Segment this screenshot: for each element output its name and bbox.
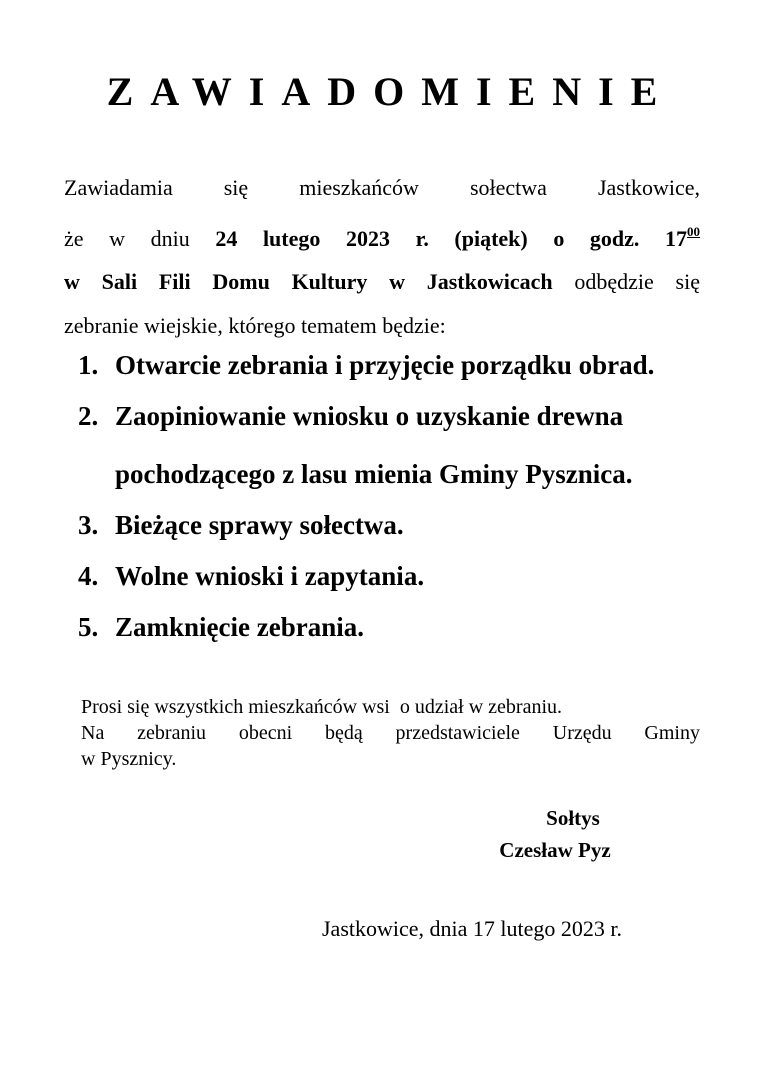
intro-line-1: Zawiadamia się mieszkańców sołectwa Jastkowice, xyxy=(64,175,700,200)
agenda-item xyxy=(78,500,738,551)
closing-line-1: Prosi się wszystkich mieszkańców wsi o udział w zebraniu. xyxy=(81,696,563,718)
meeting-place: w Sali Fili Domu Kultury w Jastkowicach xyxy=(64,269,553,294)
meeting-date-text: 24 lutego 2023 r. (piątek) o godz. 17 xyxy=(215,225,688,251)
document-date: Jastkowice, dnia 17 lutego 2023 r. xyxy=(322,916,623,941)
agenda-item xyxy=(78,391,738,500)
meeting-date xyxy=(215,223,701,251)
intro-line-2 xyxy=(64,210,700,261)
intro-line-3-suffix: odbędzie się xyxy=(574,269,700,294)
agenda-item-number: 4. xyxy=(78,561,99,591)
agenda-item-number: 5. xyxy=(78,612,99,642)
agenda-item-text-block xyxy=(115,391,632,500)
agenda-item xyxy=(78,551,738,602)
intro-paragraph xyxy=(64,166,700,347)
intro-line-4: zebranie wiejskie, którego tematem będzie: xyxy=(64,312,446,338)
agenda-item-text: Zamknięcie zebrania. xyxy=(115,612,364,642)
signature-name: Czesław Pyz xyxy=(499,838,611,862)
closing-paragraph xyxy=(81,694,700,772)
closing-line-2: Na zebraniu obecni będą przedstawiciele Urzędu Gminy xyxy=(81,722,700,744)
agenda-item-number: 3. xyxy=(78,510,99,540)
agenda-item-text: Zaopiniowanie wniosku o uzyskanie drewna xyxy=(115,401,624,431)
agenda-item-number: 1. xyxy=(78,350,99,380)
document-title: ZAWIADOMIENIE xyxy=(106,69,675,114)
agenda-item-text: Wolne wnioski i zapytania. xyxy=(115,561,425,591)
intro-line-3 xyxy=(64,260,700,304)
intro-line-2-prefix: że w dniu xyxy=(64,225,190,251)
agenda-item xyxy=(78,340,738,391)
agenda-item-number: 2. xyxy=(78,401,99,431)
agenda-item-text-continued: pochodzącego z lasu mienia Gminy Pysznica. xyxy=(115,459,633,489)
agenda-item xyxy=(78,602,738,653)
agenda-item-text: Otwarcie zebrania i przyjęcie porządku obrad. xyxy=(115,350,655,380)
meeting-time-minutes: 00 xyxy=(687,223,701,239)
closing-line-3: w Pysznicy. xyxy=(81,748,177,770)
agenda-item-text: Bieżące sprawy sołectwa. xyxy=(115,510,404,540)
agenda-list xyxy=(78,340,738,653)
signature-block xyxy=(440,802,670,866)
signature-role: Sołtys xyxy=(546,806,600,830)
